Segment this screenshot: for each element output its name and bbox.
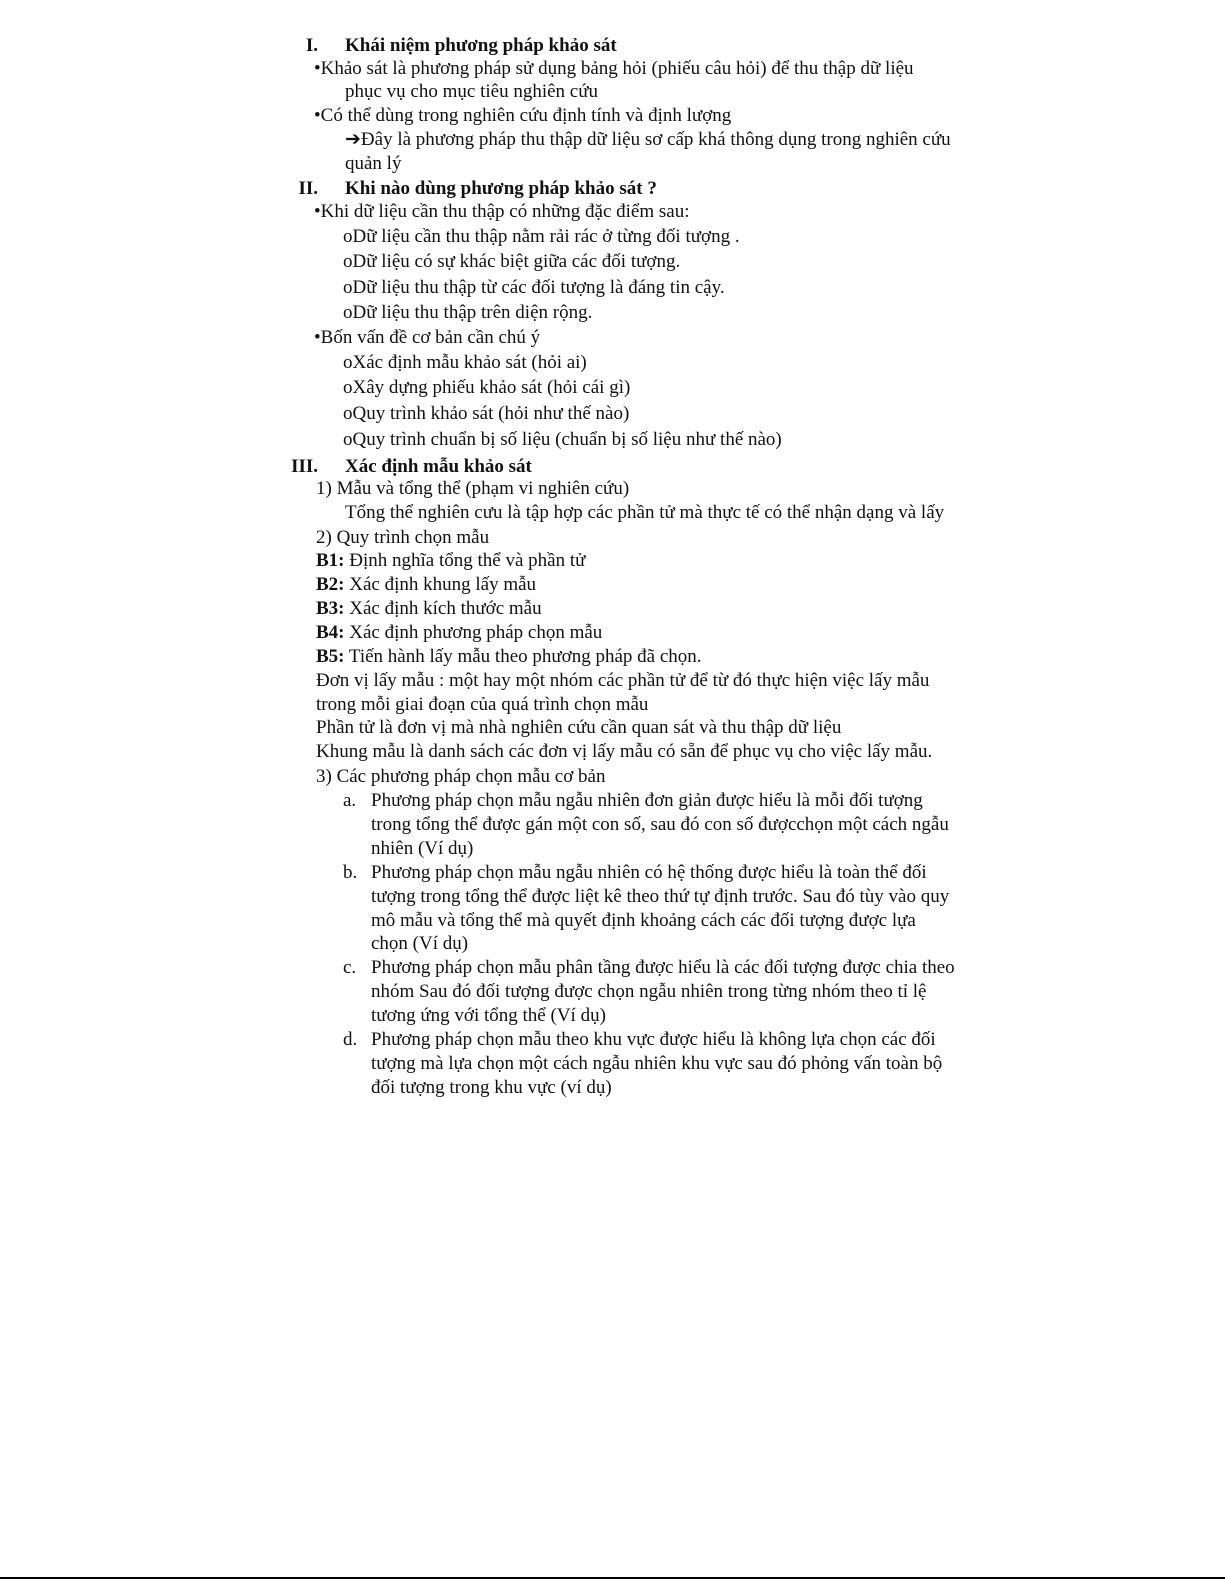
definition-sampling-unit-cont: trong mỗi giai đoạn của quá trình chọn mẫu <box>316 694 649 715</box>
method-line: Phương pháp chọn mẫu ngẫu nhiên đơn giản được hiểu là mỗi đối tượng <box>371 790 923 811</box>
method-line: tương ứng với tổng thể (Ví dụ) <box>371 1005 606 1026</box>
definition-sampling-unit: Đơn vị lấy mẫu : một hay một nhóm các phần tử để từ đó thực hiện việc lấy mẫu <box>316 670 930 691</box>
section-3-item-3: 3) Các phương pháp chọn mẫu cơ bản <box>316 766 606 787</box>
step-text: Xác định phương pháp chọn mẫu <box>344 622 603 643</box>
section-3-heading: Xác định mẫu khảo sát <box>345 456 532 477</box>
step-label: B3: <box>316 598 345 619</box>
method-line: tượng mà lựa chọn một cách ngẫu nhiên khu vực sau đó phỏng vấn toàn bộ <box>371 1053 943 1074</box>
definition-element: Phần tử là đơn vị mà nhà nghiên cứu cần quan sát và thu thập dữ liệu <box>316 717 842 738</box>
method-line: nhiên (Ví dụ) <box>371 838 474 859</box>
step-label: B1: <box>316 550 345 571</box>
procedure-step <box>316 597 542 621</box>
step-text: Tiến hành lấy mẫu theo phương pháp đã chọn. <box>344 646 702 667</box>
section-2-number: II. <box>298 178 318 199</box>
section-2-subitem: oDữ liệu thu thập từ các đối tượng là đáng tin cậy. <box>343 277 725 298</box>
section-1-conclusion-cont: quản lý <box>345 153 402 174</box>
section-2-bullet-1: •Khi dữ liệu cần thu thập có những đặc điểm sau: <box>314 201 690 222</box>
step-label: B5: <box>316 646 345 667</box>
section-3-number: III. <box>291 456 318 477</box>
method-line: nhóm Sau đó đối tượng được chọn ngẫu nhiên trong từng nhóm theo tỉ lệ <box>371 981 927 1002</box>
section-1-bullet-2: •Có thể dùng trong nghiên cứu định tính và định lượng <box>314 105 732 126</box>
procedure-step <box>316 573 536 597</box>
method-line: Phương pháp chọn mẫu theo khu vực được hiểu là không lựa chọn các đối <box>371 1029 936 1050</box>
section-1-heading: Khái niệm phương pháp khảo sát <box>345 35 617 56</box>
section-2-subitem: oDữ liệu thu thập trên diện rộng. <box>343 302 593 323</box>
section-3-item-1: 1) Mẫu và tổng thể (phạm vi nghiên cứu) <box>316 478 630 499</box>
procedure-step <box>316 645 702 669</box>
method-line: tượng trong tổng thể được liệt kê theo thứ tự định trước. Sau đó tùy vào quy <box>371 886 950 907</box>
section-2-subitem: oDữ liệu cần thu thập nằm rải rác ở từng đối tượng . <box>343 226 740 247</box>
step-text: Định nghĩa tổng thể và phần tử <box>344 550 586 571</box>
section-3-item-1-text: Tổng thể nghiên cưu là tập hợp các phần tử mà thực tế có thể nhận dạng và lấy <box>345 502 945 523</box>
section-2-bullet-2: •Bốn vấn đề cơ bản cần chú ý <box>314 327 541 348</box>
section-1-bullet-1: •Khảo sát là phương pháp sử dụng bảng hỏi (phiếu câu hỏi) để thu thập dữ liệu <box>314 58 914 79</box>
method-line: chọn (Ví dụ) <box>371 933 469 954</box>
procedure-step <box>316 549 585 573</box>
method-marker: a. <box>343 790 357 811</box>
procedure-step <box>316 621 602 645</box>
section-2-subitem: oXác định mẫu khảo sát (hỏi ai) <box>343 352 587 373</box>
step-label: B2: <box>316 574 345 595</box>
method-marker: d. <box>343 1029 358 1050</box>
section-1-number: I. <box>305 35 318 56</box>
method-line: Phương pháp chọn mẫu ngẫu nhiên có hệ thống được hiểu là toàn thể đối <box>371 862 927 883</box>
section-1-bullet-1-cont: phục vụ cho mục tiêu nghiên cứu <box>345 81 599 102</box>
section-2-subitem: oQuy trình chuẩn bị số liệu (chuẩn bị số liệu như thế nào) <box>343 429 782 450</box>
section-3-item-2: 2) Quy trình chọn mẫu <box>316 527 490 548</box>
method-line: đối tượng trong khu vực (ví dụ) <box>371 1077 612 1098</box>
step-label: B4: <box>316 622 345 643</box>
definition-sampling-frame: Khung mẫu là danh sách các đơn vị lấy mẫu có sẵn để phục vụ cho việc lấy mẫu. <box>316 741 933 762</box>
method-marker: b. <box>343 862 358 883</box>
step-text: Xác định khung lấy mẫu <box>344 574 537 595</box>
method-marker: c. <box>343 957 357 978</box>
section-2-subitem: oXây dựng phiếu khảo sát (hỏi cái gì) <box>343 377 631 398</box>
section-2-subitem: oQuy trình khảo sát (hỏi như thế nào) <box>343 403 630 424</box>
method-line: trong tổng thể được gán một con số, sau đó con số đượcchọn một cách ngẫu <box>371 814 949 835</box>
section-1-conclusion: ➔Đây là phương pháp thu thập dữ liệu sơ cấp khá thông dụng trong nghiên cứu <box>345 129 951 150</box>
section-2-heading: Khi nào dùng phương pháp khảo sát ? <box>345 178 657 199</box>
method-line: mô mẫu và tổng thể mà quyết định khoảng cách các đối tượng được lựa <box>371 910 916 931</box>
section-2-subitem: oDữ liệu có sự khác biệt giữa các đối tượng. <box>343 251 681 272</box>
page-bottom-border <box>0 1577 1225 1579</box>
method-line: Phương pháp chọn mẫu phân tầng được hiểu là các đối tượng được chia theo <box>371 957 955 978</box>
step-text: Xác định kích thước mẫu <box>344 598 542 619</box>
